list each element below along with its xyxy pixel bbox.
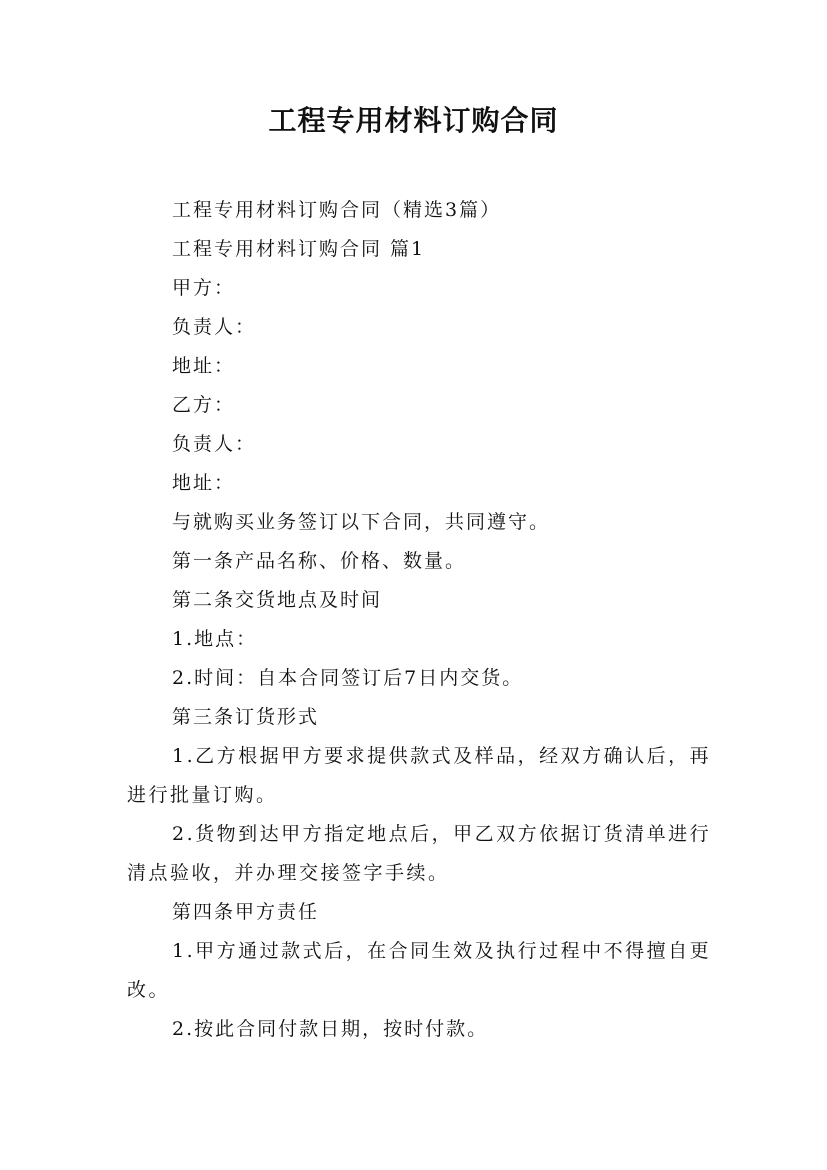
paragraph: 1.甲方通过款式后，在合同生效及执行过程中不得擅自更改。 — [127, 940, 712, 1001]
section-heading: 第四条甲方责任 — [172, 901, 320, 923]
text-line: 负责人： — [172, 316, 257, 338]
text-line: 与就购买业务签订以下合同，共同遵守。 — [172, 511, 551, 533]
text-line: 第一条产品名称、价格、数量。 — [172, 550, 467, 572]
text-line: 负责人： — [172, 433, 257, 455]
text-line: 2.时间：自本合同签订后7日内交货。 — [172, 667, 524, 689]
document-body — [127, 191, 715, 1049]
text-line: 工程专用材料订购合同（精选3篇） — [172, 199, 502, 221]
text-line: 地址： — [172, 355, 236, 377]
document-title: 工程专用材料订购合同 — [268, 104, 559, 137]
text-line: 乙方： — [172, 394, 236, 416]
text-line: 第三条订货形式 — [172, 706, 320, 728]
text-line: 地址： — [172, 472, 236, 494]
text-line: 工程专用材料订购合同 篇1 — [172, 238, 426, 260]
paragraph: 1.乙方根据甲方要求提供款式及样品，经双方确认后，再进行批量订购。 — [127, 745, 712, 806]
paragraph: 2.货物到达甲方指定地点后，甲乙双方依据订货清单进行清点验收，并办理交接签字手续。 — [127, 823, 712, 884]
text-line: 甲方： — [172, 277, 236, 299]
text-line: 1.地点： — [172, 628, 258, 650]
text-line: 第二条交货地点及时间 — [172, 589, 383, 611]
text-line: 2.按此合同付款日期，按时付款。 — [172, 1018, 489, 1040]
